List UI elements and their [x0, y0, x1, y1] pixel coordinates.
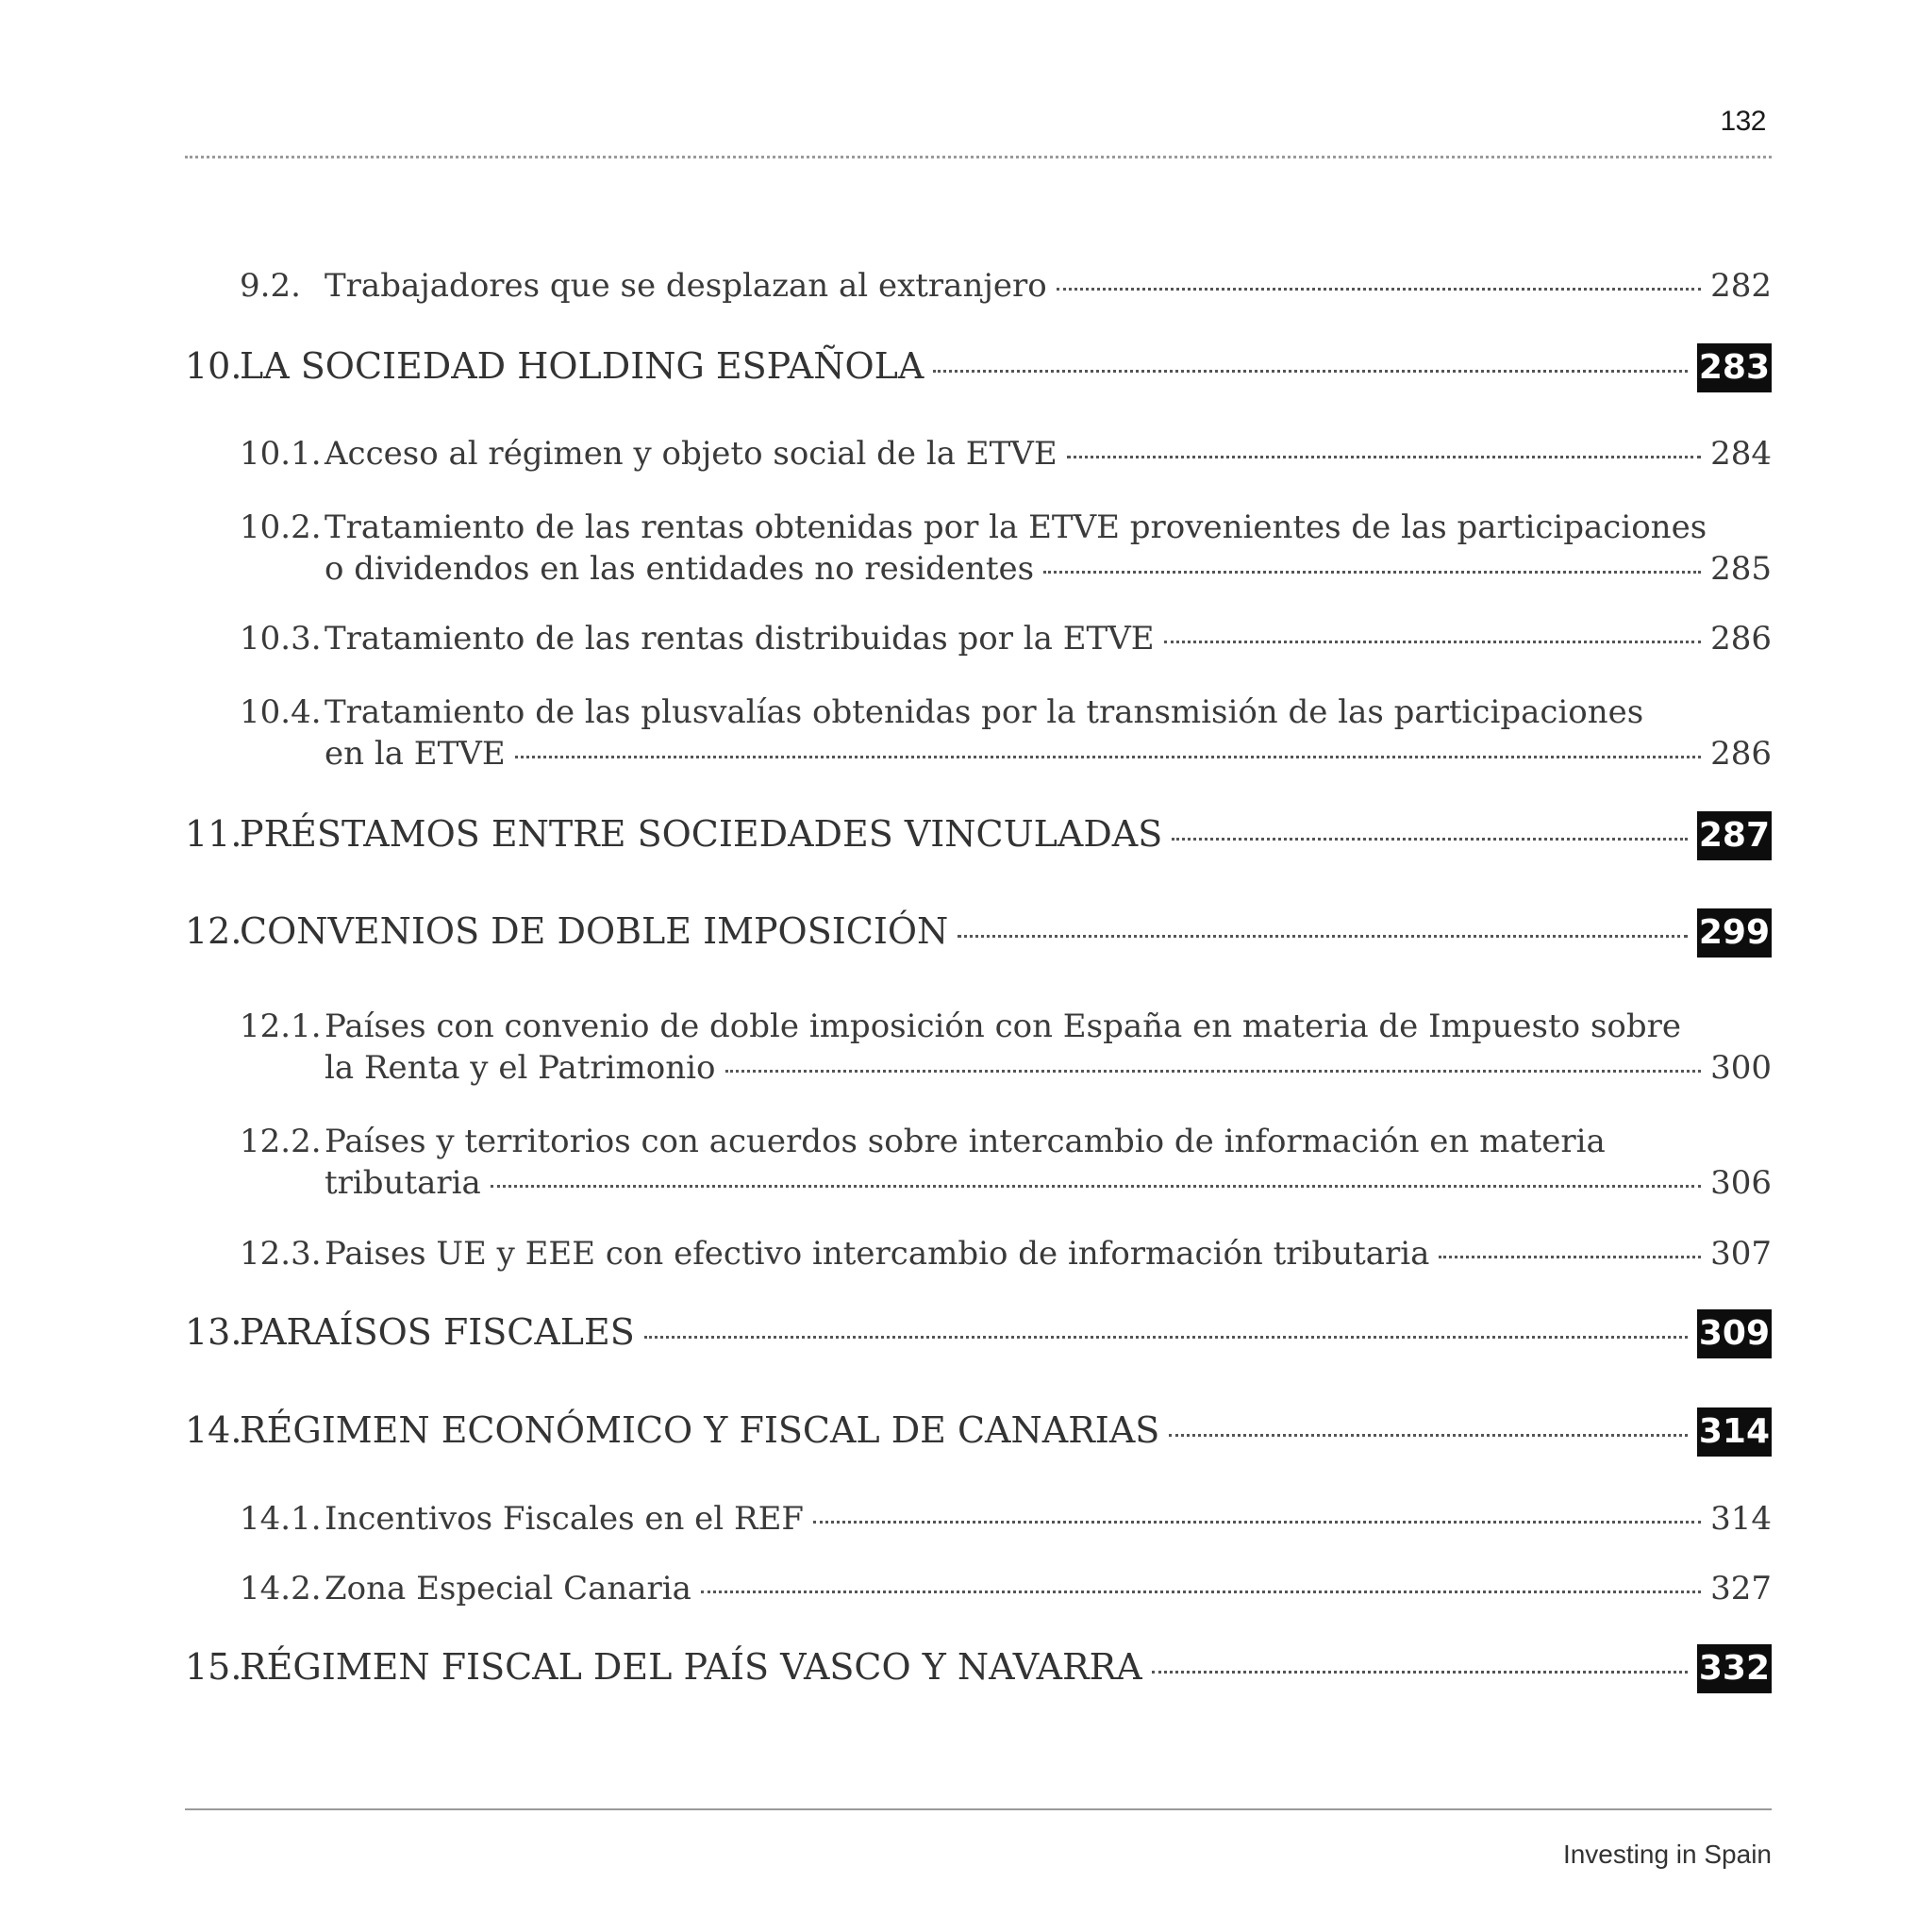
toc-entry-title: Zona Especial Canaria [325, 1570, 691, 1607]
page-number: 132 [1720, 106, 1766, 137]
toc-entry-12-1[interactable] [240, 1004, 1772, 1087]
toc-entry-14-1[interactable] [240, 1500, 1772, 1538]
toc-entry-title: Paises UE y EEE con efectivo intercambio de información tributaria [325, 1235, 1430, 1273]
toc-page-number: 327 [1710, 1570, 1772, 1607]
toc-chapter-number: 13. [185, 1311, 242, 1353]
toc-chapter-14[interactable] [185, 1407, 1772, 1457]
toc-entry-9-2[interactable] [240, 267, 1772, 305]
dot-leader [515, 756, 1701, 758]
toc-chapter-13[interactable] [185, 1309, 1772, 1358]
toc-chapter-11[interactable] [185, 811, 1772, 860]
toc-page-number: 286 [1710, 620, 1772, 658]
toc-chapter-title: RÉGIMEN FISCAL DEL PAÍS VASCO Y NAVARRA [240, 1646, 1142, 1688]
toc-chapter-page-badge: 283 [1697, 343, 1772, 392]
toc-entry-title: o dividendos en las entidades no residentes [325, 550, 1035, 588]
dot-leader [933, 370, 1688, 373]
dot-leader [725, 1070, 1702, 1073]
toc-entry-number: 14.1. [240, 1500, 322, 1538]
dot-leader [1057, 288, 1701, 291]
toc-entry-number: 10.1. [240, 435, 322, 473]
toc-entry-10-1[interactable] [240, 435, 1772, 473]
toc-entry-10-3[interactable] [240, 620, 1772, 658]
toc-page-number: 314 [1710, 1500, 1772, 1538]
toc-entry-12-2[interactable] [240, 1119, 1772, 1202]
toc-entry-number: 14.2. [240, 1570, 322, 1607]
toc-page-number: 286 [1710, 735, 1772, 773]
toc-entry-10-2[interactable] [240, 505, 1772, 588]
toc-entry-title: Trabajadores que se desplazan al extranjero [325, 267, 1047, 305]
toc-page-number: 306 [1710, 1164, 1772, 1202]
toc-page-number: 282 [1710, 267, 1772, 305]
dot-leader [958, 935, 1688, 938]
toc-entry-10-4[interactable] [240, 690, 1772, 773]
dot-leader [813, 1521, 1701, 1524]
toc-entry-number: 12.1. [240, 1008, 322, 1045]
dot-leader [491, 1185, 1701, 1188]
toc-page-number: 284 [1710, 435, 1772, 473]
dot-leader [1164, 641, 1702, 643]
toc-chapter-number: 11. [185, 813, 242, 855]
dot-leader [1172, 838, 1688, 841]
toc-chapter-page-badge: 332 [1697, 1644, 1772, 1693]
toc-chapter-page-badge: 309 [1697, 1309, 1772, 1358]
toc-chapter-page-badge: 287 [1697, 811, 1772, 860]
toc-entry-number: 12.3. [240, 1235, 322, 1273]
toc-entry-title: la Renta y el Patrimonio [325, 1049, 716, 1087]
toc-chapter-title: LA SOCIEDAD HOLDING ESPAÑOLA [240, 345, 924, 387]
toc-chapter-number: 12. [185, 910, 242, 952]
dot-leader [644, 1336, 1688, 1339]
toc-entry-title-line1: Países con convenio de doble imposición con España en materia de Impuesto sobre [325, 1008, 1681, 1045]
toc-entry-number: 10.2. [240, 508, 322, 546]
toc-chapter-page-badge: 314 [1697, 1407, 1772, 1457]
toc-chapter-12[interactable] [185, 908, 1772, 958]
toc-page-number: 300 [1710, 1049, 1772, 1087]
toc-entry-14-2[interactable] [240, 1570, 1772, 1607]
toc-entry-title-line1: Tratamiento de las plusvalías obtenidas por la transmisión de las participaciones [325, 693, 1644, 731]
footer-book-title: Investing in Spain [1562, 1840, 1772, 1869]
toc-page-number: 307 [1710, 1235, 1772, 1273]
dot-leader [1067, 456, 1701, 458]
toc-entry-title: Tratamiento de las rentas distribuidas por la ETVE [325, 620, 1155, 658]
toc-entry-number: 12.2. [240, 1123, 322, 1160]
toc-entry-number: 9.2. [240, 267, 301, 305]
dot-leader [1043, 571, 1701, 574]
toc-chapter-title: PARAÍSOS FISCALES [240, 1311, 635, 1353]
toc-entry-number: 10.4. [240, 693, 322, 731]
toc-entry-number: 10.3. [240, 620, 322, 658]
toc-chapter-page-badge: 299 [1697, 908, 1772, 958]
toc-chapter-title: PRÉSTAMOS ENTRE SOCIEDADES VINCULADAS [240, 813, 1163, 855]
dot-leader [1152, 1671, 1688, 1674]
toc-chapter-15[interactable] [185, 1644, 1772, 1693]
toc-chapter-10[interactable] [185, 343, 1772, 392]
toc-entry-title: en la ETVE [325, 735, 506, 773]
toc-chapter-title: CONVENIOS DE DOBLE IMPOSICIÓN [240, 910, 949, 952]
toc-entry-title: Incentivos Fiscales en el REF [325, 1500, 804, 1538]
toc-page-number: 285 [1710, 550, 1772, 588]
bottom-rule [185, 1808, 1772, 1810]
dot-leader [1169, 1434, 1688, 1437]
toc-entry-title-line1: Países y territorios con acuerdos sobre intercambio de información en materia [325, 1123, 1606, 1160]
toc-chapter-number: 15. [185, 1646, 242, 1688]
toc-entry-title: tributaria [325, 1164, 481, 1202]
dot-leader [701, 1591, 1701, 1593]
toc-entry-title-line1: Tratamiento de las rentas obtenidas por la ETVE provenientes de las participaciones [325, 508, 1707, 546]
dot-leader [1439, 1256, 1701, 1258]
toc-chapter-number: 10. [185, 345, 242, 387]
toc-chapter-title: RÉGIMEN ECONÓMICO Y FISCAL DE CANARIAS [240, 1409, 1160, 1451]
toc-chapter-number: 14. [185, 1409, 242, 1451]
toc-entry-title: Acceso al régimen y objeto social de la ETVE [325, 435, 1058, 473]
toc-entry-12-3[interactable] [240, 1235, 1772, 1273]
